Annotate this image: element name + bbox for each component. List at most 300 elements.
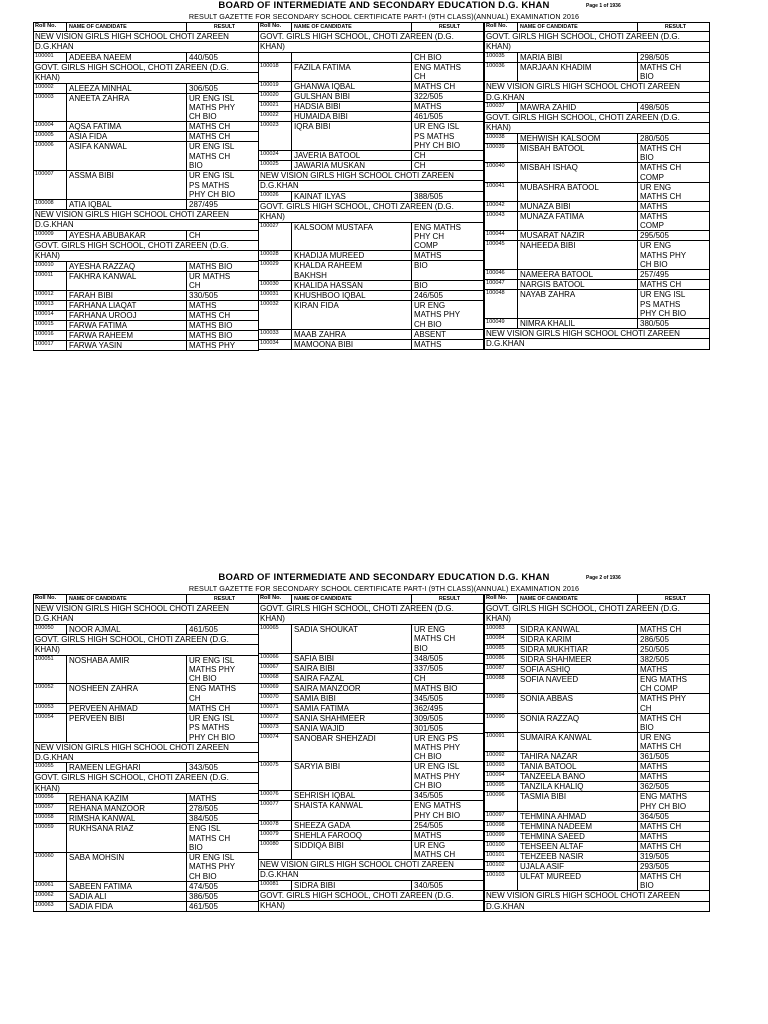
candidate-row bbox=[258, 261, 484, 280]
roll-number: 100079 bbox=[260, 830, 279, 837]
roll-number: 100038 bbox=[486, 133, 505, 140]
candidate-row bbox=[484, 144, 710, 163]
candidate-name: FARWA FATIMA bbox=[66, 321, 186, 330]
result-value: MATHS CH COMP bbox=[637, 163, 711, 181]
candidate-row bbox=[258, 192, 484, 202]
result-value: CH BIO bbox=[411, 53, 485, 62]
result-value: MATHS CH bbox=[411, 82, 485, 91]
roll-number: 100057 bbox=[35, 804, 54, 811]
candidate-name: MUNAZA BIBI bbox=[517, 202, 637, 211]
school-location: D.G.KHAN bbox=[33, 614, 259, 624]
results-column bbox=[258, 22, 484, 350]
candidate-row bbox=[258, 291, 484, 301]
candidate-name: SOFIA ASHIQ bbox=[517, 665, 637, 674]
candidate-row bbox=[484, 103, 710, 113]
candidate-row bbox=[33, 824, 259, 853]
candidate-name: SIDRA SHAHMEER bbox=[517, 655, 637, 664]
roll-number: 100027 bbox=[260, 222, 279, 229]
result-header: RESULT bbox=[637, 23, 711, 31]
roll-number: 100007 bbox=[35, 171, 54, 178]
roll-number: 100039 bbox=[486, 143, 505, 150]
result-value: CH bbox=[411, 674, 485, 683]
candidate-name: SONIA ABBAS bbox=[517, 694, 637, 712]
candidate-row bbox=[33, 892, 259, 902]
candidate-name: SAIRA MANZOOR bbox=[291, 684, 411, 693]
result-value: MATHS bbox=[637, 832, 711, 841]
candidate-row bbox=[484, 822, 710, 832]
roll-number: 100050 bbox=[35, 624, 54, 631]
roll-number: 100030 bbox=[260, 280, 279, 287]
roll-number: 100043 bbox=[486, 212, 505, 218]
candidate-row bbox=[258, 340, 484, 350]
result-header: RESULT bbox=[411, 595, 485, 603]
candidate-row bbox=[33, 53, 259, 63]
candidate-row bbox=[33, 321, 259, 331]
candidate-name: REHANA MANZOOR bbox=[66, 804, 186, 813]
school-heading bbox=[484, 604, 710, 614]
roll-number: 100066 bbox=[260, 653, 279, 660]
candidate-row bbox=[258, 714, 484, 724]
roll-number: 100022 bbox=[260, 112, 279, 119]
candidate-name: AYESHA RAZZAQ bbox=[66, 262, 186, 271]
page-number: Page 1 of 1936 bbox=[586, 3, 621, 9]
candidate-name: SABEEN FATIMA bbox=[66, 882, 186, 891]
column-header-row bbox=[258, 22, 484, 32]
school-name: NEW VISION GIRLS HIGH SCHOOL CHOTI ZAREEN bbox=[35, 742, 229, 752]
result-value: 337/505 bbox=[411, 664, 485, 673]
candidate-row bbox=[33, 625, 259, 635]
result-value: 461/505 bbox=[186, 902, 260, 911]
result-value: 343/505 bbox=[186, 763, 260, 772]
result-value: 362/495 bbox=[411, 704, 485, 713]
candidate-row bbox=[33, 142, 259, 171]
candidate-name: PERVEEN AHMAD bbox=[66, 704, 186, 713]
roll-number: 100061 bbox=[35, 881, 54, 888]
candidate-name: KALSOOM MUSTAFA bbox=[291, 223, 411, 251]
candidate-name: TANZILA KHALIQ bbox=[517, 782, 637, 791]
roll-number: 100005 bbox=[35, 132, 54, 139]
roll-number: 100006 bbox=[35, 142, 54, 149]
roll-number: 100010 bbox=[35, 261, 54, 268]
school-name: GOVT. GIRLS HIGH SCHOOL, CHOTI ZAREEN (D.G. bbox=[35, 634, 229, 644]
school-location: D.G.KHAN bbox=[33, 753, 259, 763]
candidate-name: KHALDA RAHEEM BAKHSH bbox=[291, 261, 411, 279]
candidate-row bbox=[258, 330, 484, 340]
candidate-name: TEHMINA NADEEM bbox=[517, 822, 637, 831]
result-value: MATHS CH bbox=[186, 132, 260, 141]
candidate-row bbox=[33, 684, 259, 703]
candidate-name: SANOBAR SHEHZADI bbox=[291, 734, 411, 762]
roll-number: 100075 bbox=[260, 762, 279, 769]
candidate-name: MISBAH ISHAQ bbox=[517, 163, 637, 181]
candidate-row bbox=[33, 331, 259, 341]
school-name: GOVT. GIRLS HIGH SCHOOL, CHOTI ZAREEN (D.G. bbox=[35, 62, 229, 72]
candidate-row bbox=[484, 762, 710, 772]
candidate-row bbox=[258, 654, 484, 664]
candidate-name-header: NAME OF CANDIDATE bbox=[291, 595, 411, 603]
candidate-name: TEHZEEB NASIR bbox=[517, 852, 637, 861]
candidate-row bbox=[33, 301, 259, 311]
school-name: GOVT. GIRLS HIGH SCHOOL, CHOTI ZAREEN (D.G. bbox=[486, 32, 680, 41]
roll-number bbox=[259, 53, 291, 62]
result-value: ABSENT bbox=[411, 330, 485, 339]
school-heading bbox=[484, 113, 710, 123]
candidate-name: GULSHAN BIBI bbox=[291, 92, 411, 101]
roll-number: 100025 bbox=[260, 161, 279, 167]
roll-number: 100021 bbox=[260, 102, 279, 109]
candidate-row bbox=[484, 212, 710, 231]
roll-number: 100076 bbox=[260, 791, 279, 798]
roll-number: 100037 bbox=[486, 103, 505, 110]
candidate-name: NIMRA KHALIL bbox=[517, 319, 637, 328]
candidate-row bbox=[33, 200, 259, 210]
result-value: 286/505 bbox=[637, 635, 711, 644]
school-heading bbox=[33, 63, 259, 73]
candidate-name: TEHMINA AHMAD bbox=[517, 812, 637, 821]
candidate-row bbox=[258, 664, 484, 674]
candidate-row bbox=[258, 821, 484, 831]
candidate-row bbox=[33, 902, 259, 912]
roll-number: 100052 bbox=[35, 684, 54, 691]
results-column bbox=[258, 594, 484, 912]
candidate-name: MUSARAT NAZIR bbox=[517, 231, 637, 240]
result-value: 345/505 bbox=[411, 791, 485, 800]
roll-number: 100068 bbox=[260, 673, 279, 680]
result-value: ENG MATHS PHY CH BIO bbox=[411, 801, 485, 819]
school-name: NEW VISION GIRLS HIGH SCHOOL CHOTI ZAREEN bbox=[486, 328, 680, 338]
roll-number: 100008 bbox=[35, 200, 54, 207]
result-value: 293/505 bbox=[637, 862, 711, 871]
candidate-name: SAMIA FATIMA bbox=[291, 704, 411, 713]
roll-number: 100089 bbox=[486, 694, 505, 701]
candidate-row bbox=[258, 684, 484, 694]
candidate-row bbox=[484, 655, 710, 665]
candidate-row bbox=[258, 674, 484, 684]
roll-number: 100085 bbox=[486, 644, 505, 651]
candidate-name: MUNAZA FATIMA bbox=[517, 212, 637, 230]
roll-number: 100011 bbox=[35, 271, 54, 278]
roll-number: 100102 bbox=[486, 861, 505, 868]
result-value: MATHS bbox=[186, 301, 260, 310]
result-value: UR MATHS CH bbox=[186, 272, 260, 290]
candidate-row bbox=[484, 675, 710, 694]
candidate-name: JAVERIA BATOOL bbox=[291, 151, 411, 160]
roll-number: 100016 bbox=[35, 331, 54, 338]
school-name: GOVT. GIRLS HIGH SCHOOL, CHOTI ZAREEN (D.G. bbox=[260, 201, 454, 211]
roll-number: 100023 bbox=[260, 122, 279, 129]
result-value: 440/505 bbox=[186, 53, 260, 62]
result-value: MATHS COMP bbox=[637, 212, 711, 230]
result-value: MATHS bbox=[637, 762, 711, 771]
candidate-row bbox=[33, 291, 259, 301]
candidate-name: SADIA FIDA bbox=[66, 902, 186, 911]
result-value: MATHS PHY CH bbox=[637, 694, 711, 712]
candidate-row bbox=[258, 734, 484, 763]
roll-number: 100094 bbox=[486, 772, 505, 779]
candidate-name bbox=[291, 53, 411, 62]
result-value: 361/505 bbox=[637, 752, 711, 761]
candidate-row bbox=[33, 656, 259, 685]
result-value: ENG MATHS CH bbox=[411, 63, 485, 81]
school-heading bbox=[258, 32, 484, 42]
candidate-row bbox=[258, 112, 484, 122]
result-value: 319/505 bbox=[637, 852, 711, 861]
result-value: 278/505 bbox=[186, 804, 260, 813]
candidate-row bbox=[484, 231, 710, 241]
result-value: UR ENG MATHS CH bbox=[637, 733, 711, 751]
candidate-row bbox=[484, 280, 710, 290]
candidate-name: SADIA SHOUKAT bbox=[291, 625, 411, 653]
candidate-row bbox=[484, 319, 710, 329]
school-name: GOVT. GIRLS HIGH SCHOOL, CHOTI ZAREEN (D.G. bbox=[486, 604, 680, 613]
candidate-row bbox=[484, 852, 710, 862]
result-value: MATHS CH bbox=[637, 625, 711, 634]
column-header-row bbox=[258, 594, 484, 604]
roll-number: 100045 bbox=[486, 241, 505, 248]
result-value: ENG MATHS PHY CH COMP bbox=[411, 223, 485, 251]
candidate-name: ALEEZA MINHAL bbox=[66, 84, 186, 93]
result-value: 309/505 bbox=[411, 714, 485, 723]
candidate-name: SUMAIRA KANWAL bbox=[517, 733, 637, 751]
candidate-name: SAFIA BIBI bbox=[291, 654, 411, 663]
candidate-name: FAZILA FATIMA bbox=[291, 63, 411, 81]
result-value: UR ENG ISL PS MATHS PHY CH BIO bbox=[637, 290, 711, 318]
candidate-row bbox=[33, 763, 259, 773]
school-location: D.G.KHAN bbox=[484, 339, 710, 349]
roll-number: 100070 bbox=[260, 693, 279, 700]
school-location: KHAN) bbox=[484, 123, 710, 133]
roll-number: 100051 bbox=[35, 655, 54, 662]
candidate-row bbox=[258, 281, 484, 291]
roll-no-header: Roll No. bbox=[35, 595, 57, 601]
candidate-name: NAMEERA BATOOL bbox=[517, 270, 637, 279]
candidate-row bbox=[484, 872, 710, 891]
roll-number: 100003 bbox=[35, 93, 54, 100]
candidate-name: ULFAT MUREED bbox=[517, 872, 637, 890]
column-header-row bbox=[484, 594, 710, 604]
roll-number: 100096 bbox=[486, 792, 505, 799]
result-header: RESULT bbox=[186, 595, 260, 603]
candidate-name: SEHRISH IQBAL bbox=[291, 791, 411, 800]
candidate-name: ANEETA ZAHRA bbox=[66, 94, 186, 122]
result-value: UR ENG MATHS CH bbox=[637, 183, 711, 201]
school-location: D.G.KHAN bbox=[33, 42, 259, 52]
roll-number: 100012 bbox=[35, 291, 54, 298]
result-value: UR ENG ISL MATHS PHY CH BIO bbox=[186, 94, 260, 122]
candidate-row bbox=[33, 84, 259, 94]
result-value: 340/505 bbox=[411, 881, 485, 890]
result-value: CH bbox=[411, 151, 485, 160]
candidate-row bbox=[258, 762, 484, 791]
results-column bbox=[33, 22, 259, 351]
school-name: GOVT. GIRLS HIGH SCHOOL, CHOTI ZAREEN (D.G. bbox=[260, 604, 454, 613]
result-value: 388/505 bbox=[411, 192, 485, 201]
result-value: MATHS CH bbox=[186, 704, 260, 713]
candidate-name: AQSA FATIMA bbox=[66, 122, 186, 131]
school-name: GOVT. GIRLS HIGH SCHOOL, CHOTI ZAREEN (D.G. bbox=[35, 773, 229, 783]
school-heading bbox=[258, 202, 484, 212]
roll-number: 100078 bbox=[260, 820, 279, 827]
candidate-row bbox=[258, 92, 484, 102]
school-location: KHAN) bbox=[484, 614, 710, 624]
result-value: 362/505 bbox=[637, 782, 711, 791]
school-heading bbox=[258, 860, 484, 870]
result-value: MATHS bbox=[186, 794, 260, 803]
school-heading bbox=[33, 635, 259, 645]
school-location: KHAN) bbox=[33, 251, 259, 261]
result-value: 306/505 bbox=[186, 84, 260, 93]
roll-number: 100069 bbox=[260, 683, 279, 690]
candidate-name: FAKHRA KANWAL bbox=[66, 272, 186, 290]
candidate-row bbox=[484, 635, 710, 645]
candidate-name: IQRA BIBI bbox=[291, 122, 411, 150]
roll-number: 100026 bbox=[260, 191, 279, 198]
candidate-name: SHAISTA KANWAL bbox=[291, 801, 411, 819]
result-value: 301/505 bbox=[411, 724, 485, 733]
candidate-name: MAAB ZAHRA bbox=[291, 330, 411, 339]
result-value: 287/495 bbox=[186, 200, 260, 209]
candidate-row bbox=[484, 183, 710, 202]
candidate-name: SAMIA BIBI bbox=[291, 694, 411, 703]
candidate-name: SIDDIQA BIBI bbox=[291, 841, 411, 859]
candidate-row bbox=[258, 881, 484, 891]
candidate-row bbox=[484, 812, 710, 822]
school-location: KHAN) bbox=[33, 645, 259, 655]
candidate-name: FARWA RAHEEM bbox=[66, 331, 186, 340]
candidate-name: SARYIA BIBI bbox=[291, 762, 411, 790]
roll-number: 100002 bbox=[35, 83, 54, 90]
candidate-name: GHANWA IQBAL bbox=[291, 82, 411, 91]
roll-number: 100065 bbox=[260, 624, 279, 631]
candidate-name: TASMIA BIBI bbox=[517, 792, 637, 810]
result-value: 380/505 bbox=[637, 319, 711, 328]
candidate-name: SHEEZA GADA bbox=[291, 821, 411, 830]
roll-number: 100047 bbox=[486, 280, 505, 287]
candidate-row bbox=[484, 645, 710, 655]
roll-number: 100015 bbox=[35, 321, 54, 328]
candidate-row bbox=[484, 270, 710, 280]
candidate-row bbox=[33, 804, 259, 814]
candidate-name: MEHWISH KALSOOM bbox=[517, 134, 637, 143]
candidate-row bbox=[484, 63, 710, 82]
result-value: 246/505 bbox=[411, 291, 485, 300]
roll-number: 100092 bbox=[486, 752, 505, 759]
candidate-name: KHALIDA HASSAN bbox=[291, 281, 411, 290]
school-name: GOVT. GIRLS HIGH SCHOOL, CHOTI ZAREEN (D.G. bbox=[35, 240, 229, 250]
result-value: MATHS CH bbox=[186, 122, 260, 131]
candidate-name: RIMSHA KANWAL bbox=[66, 814, 186, 823]
result-value: MATHS CH bbox=[186, 311, 260, 320]
candidate-row bbox=[33, 341, 259, 351]
column-header-row bbox=[33, 594, 259, 604]
candidate-name: JAWARIA MUSKAN bbox=[291, 161, 411, 170]
candidate-row bbox=[33, 794, 259, 804]
school-name: NEW VISION GIRLS HIGH SCHOOL CHOTI ZAREEN bbox=[35, 210, 229, 220]
result-value: BIO bbox=[411, 281, 485, 290]
school-name: NEW VISION GIRLS HIGH SCHOOL CHOTI ZAREEN bbox=[260, 859, 454, 869]
candidate-row bbox=[33, 714, 259, 743]
roll-no-header: Roll No. bbox=[260, 23, 282, 29]
candidate-name: ASSMA BIBI bbox=[66, 171, 186, 199]
result-value: MATHS CH BIO bbox=[637, 872, 711, 890]
candidate-name: RUKHSANA RIAZ bbox=[66, 824, 186, 852]
result-value: MATHS bbox=[637, 202, 711, 211]
candidate-row bbox=[33, 132, 259, 142]
school-heading bbox=[33, 743, 259, 753]
candidate-name: ADEEBA NAEEM bbox=[66, 53, 186, 62]
candidate-name: SONIA RAZZAQ bbox=[517, 714, 637, 732]
school-heading bbox=[33, 210, 259, 220]
roll-number: 100014 bbox=[35, 311, 54, 318]
candidate-row bbox=[484, 665, 710, 675]
school-location: KHAN) bbox=[258, 212, 484, 222]
school-location: KHAN) bbox=[258, 614, 484, 624]
result-value: MATHS BIO bbox=[186, 331, 260, 340]
candidate-row bbox=[484, 625, 710, 635]
school-location: D.G.KHAN bbox=[484, 902, 710, 912]
roll-number: 100093 bbox=[486, 762, 505, 769]
result-value: 348/505 bbox=[411, 654, 485, 663]
roll-number: 100067 bbox=[260, 663, 279, 670]
candidate-row bbox=[258, 841, 484, 860]
roll-number: 100004 bbox=[35, 122, 54, 129]
result-value: 298/505 bbox=[637, 53, 711, 62]
roll-number: 100072 bbox=[260, 713, 279, 720]
school-location: KHAN) bbox=[33, 73, 259, 83]
school-location: KHAN) bbox=[258, 901, 484, 911]
candidate-name-header: NAME OF CANDIDATE bbox=[517, 595, 637, 603]
roll-number: 100081 bbox=[260, 880, 279, 887]
candidate-row bbox=[33, 853, 259, 882]
roll-no-header: Roll No. bbox=[260, 595, 282, 601]
roll-number: 100034 bbox=[260, 339, 279, 346]
candidate-row bbox=[484, 772, 710, 782]
result-value: 461/505 bbox=[411, 112, 485, 121]
candidate-row bbox=[484, 752, 710, 762]
school-name: GOVT. GIRLS HIGH SCHOOL, CHOTI ZAREEN (D.G. bbox=[260, 32, 454, 41]
candidate-name: KAINAT ILYAS bbox=[291, 192, 411, 201]
candidate-name: SOFIA NAVEED bbox=[517, 675, 637, 693]
roll-number: 100099 bbox=[486, 831, 505, 838]
roll-number: 100063 bbox=[35, 901, 54, 908]
candidate-row bbox=[258, 625, 484, 654]
result-value: MATHS CH bbox=[637, 822, 711, 831]
result-value: 330/505 bbox=[186, 291, 260, 300]
candidate-name: TEHMINA SAEED bbox=[517, 832, 637, 841]
result-value: UR ENG ISL MATHS PHY CH BIO bbox=[186, 853, 260, 881]
candidate-row bbox=[484, 714, 710, 733]
roll-number: 100086 bbox=[486, 654, 505, 661]
roll-no-header: Roll No. bbox=[486, 23, 508, 29]
result-value: 498/505 bbox=[637, 103, 711, 112]
school-name: NEW VISION GIRLS HIGH SCHOOL CHOTI ZAREEN bbox=[260, 171, 454, 180]
result-value: MATHS PHY bbox=[186, 341, 260, 350]
roll-number: 100103 bbox=[486, 871, 505, 878]
candidate-row bbox=[484, 290, 710, 319]
candidate-name: NAHEEDA BIBI bbox=[517, 241, 637, 269]
candidate-name: ASIFA KANWAL bbox=[66, 142, 186, 170]
result-value: UR ENG MATHS PHY CH BIO bbox=[637, 241, 711, 269]
candidate-name: SADIA ALI bbox=[66, 892, 186, 901]
candidate-name-header: NAME OF CANDIDATE bbox=[66, 23, 186, 31]
result-value: 386/505 bbox=[186, 892, 260, 901]
result-value: MATHS bbox=[411, 251, 485, 260]
roll-number: 100084 bbox=[486, 634, 505, 641]
roll-number: 100028 bbox=[260, 251, 279, 258]
result-value: 364/505 bbox=[637, 812, 711, 821]
roll-number: 100040 bbox=[486, 163, 505, 170]
roll-number: 100013 bbox=[35, 301, 54, 308]
